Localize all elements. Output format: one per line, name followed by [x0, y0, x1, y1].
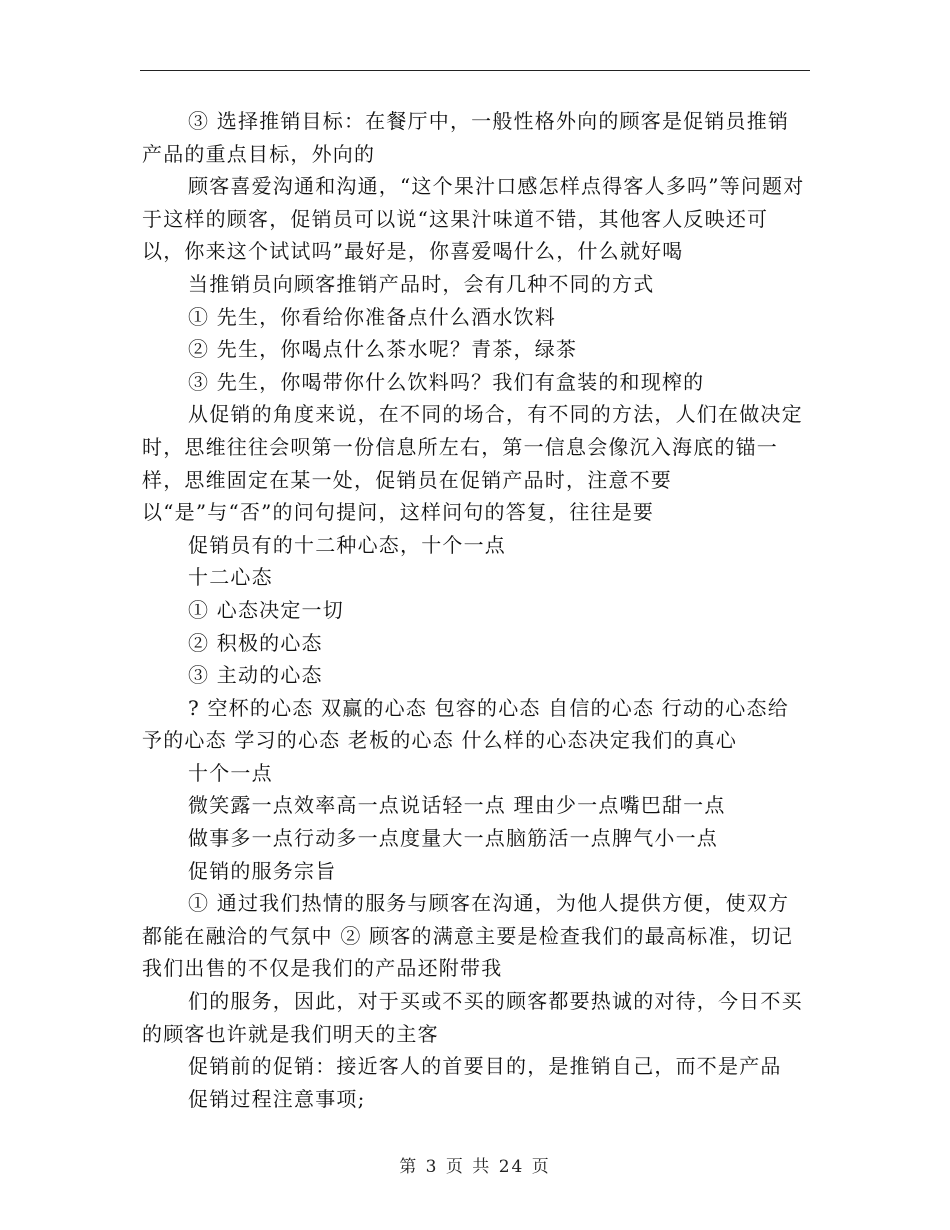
paragraph: 顾客喜爱沟通和沟通，“这个果汁口感怎样点得客人多吗”等问题对于这样的顾客，促销员可以说“这果汁味道不错，其他客人反映还可以，你来这个试试吗”最好是，你喜爱喝什么，什么就好喝 — [142, 174, 805, 264]
paragraph: 们的服务，因此，对于买或不买的顾客都要热诚的对待，今日不买的顾客也许就是我们明天的主客 — [142, 989, 803, 1046]
paragraph: 十二心态 — [188, 565, 273, 590]
paragraph: 当推销员向顾客推销产品时，会有几种不同的方式 — [188, 271, 655, 296]
paragraph: ③ 主动的心态 — [188, 663, 323, 688]
paragraph: 从促销的角度来说，在不同的场合，有不同的方法，人们在做决定时，思维往往会呗第一份信息所左右，第一信息会像沉入海底的锚一样，思维固定在某一处，促销员在促销产品时，注意不要以“是”与“否”的问句提问，这样问句的答复，往往是要 — [142, 402, 803, 525]
paragraph: ③ 选择推销目标：在餐厅中，一般性格外向的顾客是促销员推销产品的重点目标，外向的 — [142, 109, 790, 166]
document-body — [142, 105, 810, 1115]
header-rule — [140, 70, 810, 71]
paragraph: ② 先生，你喝点什么茶水呢？青茶，绿茶 — [188, 337, 578, 362]
paragraph: 促销员有的十二种心态，十个一点 — [188, 532, 506, 557]
paragraph: 十个一点 — [188, 760, 273, 785]
paragraph: 做事多一点行动多一点度量大一点脑筋活一点脾气小一点 — [188, 826, 718, 851]
paragraph: ① 通过我们热情的服务与顾客在沟通，为他人提供方便，使双方都能在融洽的气氛中 ② 顾客的满意主要是检查我们的最高标准，切记我们出售的不仅是我们的产品还附带我 — [142, 891, 794, 981]
paragraph: ① 心态决定一切 — [188, 597, 344, 622]
paragraph: ③ 先生，你喝带你什么饮料吗？我们有盒装的和现榨的 — [188, 369, 705, 394]
paragraph: ? 空杯的心态 双赢的心态 包容的心态 自信的心态 行动的心态给予的心态 学习的心态 老板的心态 什么样的心态决定我们的真心 — [142, 695, 789, 753]
paragraph: 促销过程注意事项; — [188, 1086, 366, 1111]
paragraph: 促销前的促销：接近客人的首要目的，是推销自己，而不是产品 — [188, 1054, 782, 1079]
paragraph: ① 先生，你看给你准备点什么酒水饮料 — [188, 304, 556, 329]
paragraph: 微笑露一点效率高一点说话轻一点 理由少一点嘴巴甜一点 — [188, 793, 726, 818]
paragraph: ② 积极的心态 — [188, 630, 323, 655]
paragraph: 促销的服务宗旨 — [188, 858, 337, 883]
page-number: 第 3 页 共 24 页 — [399, 1157, 551, 1177]
